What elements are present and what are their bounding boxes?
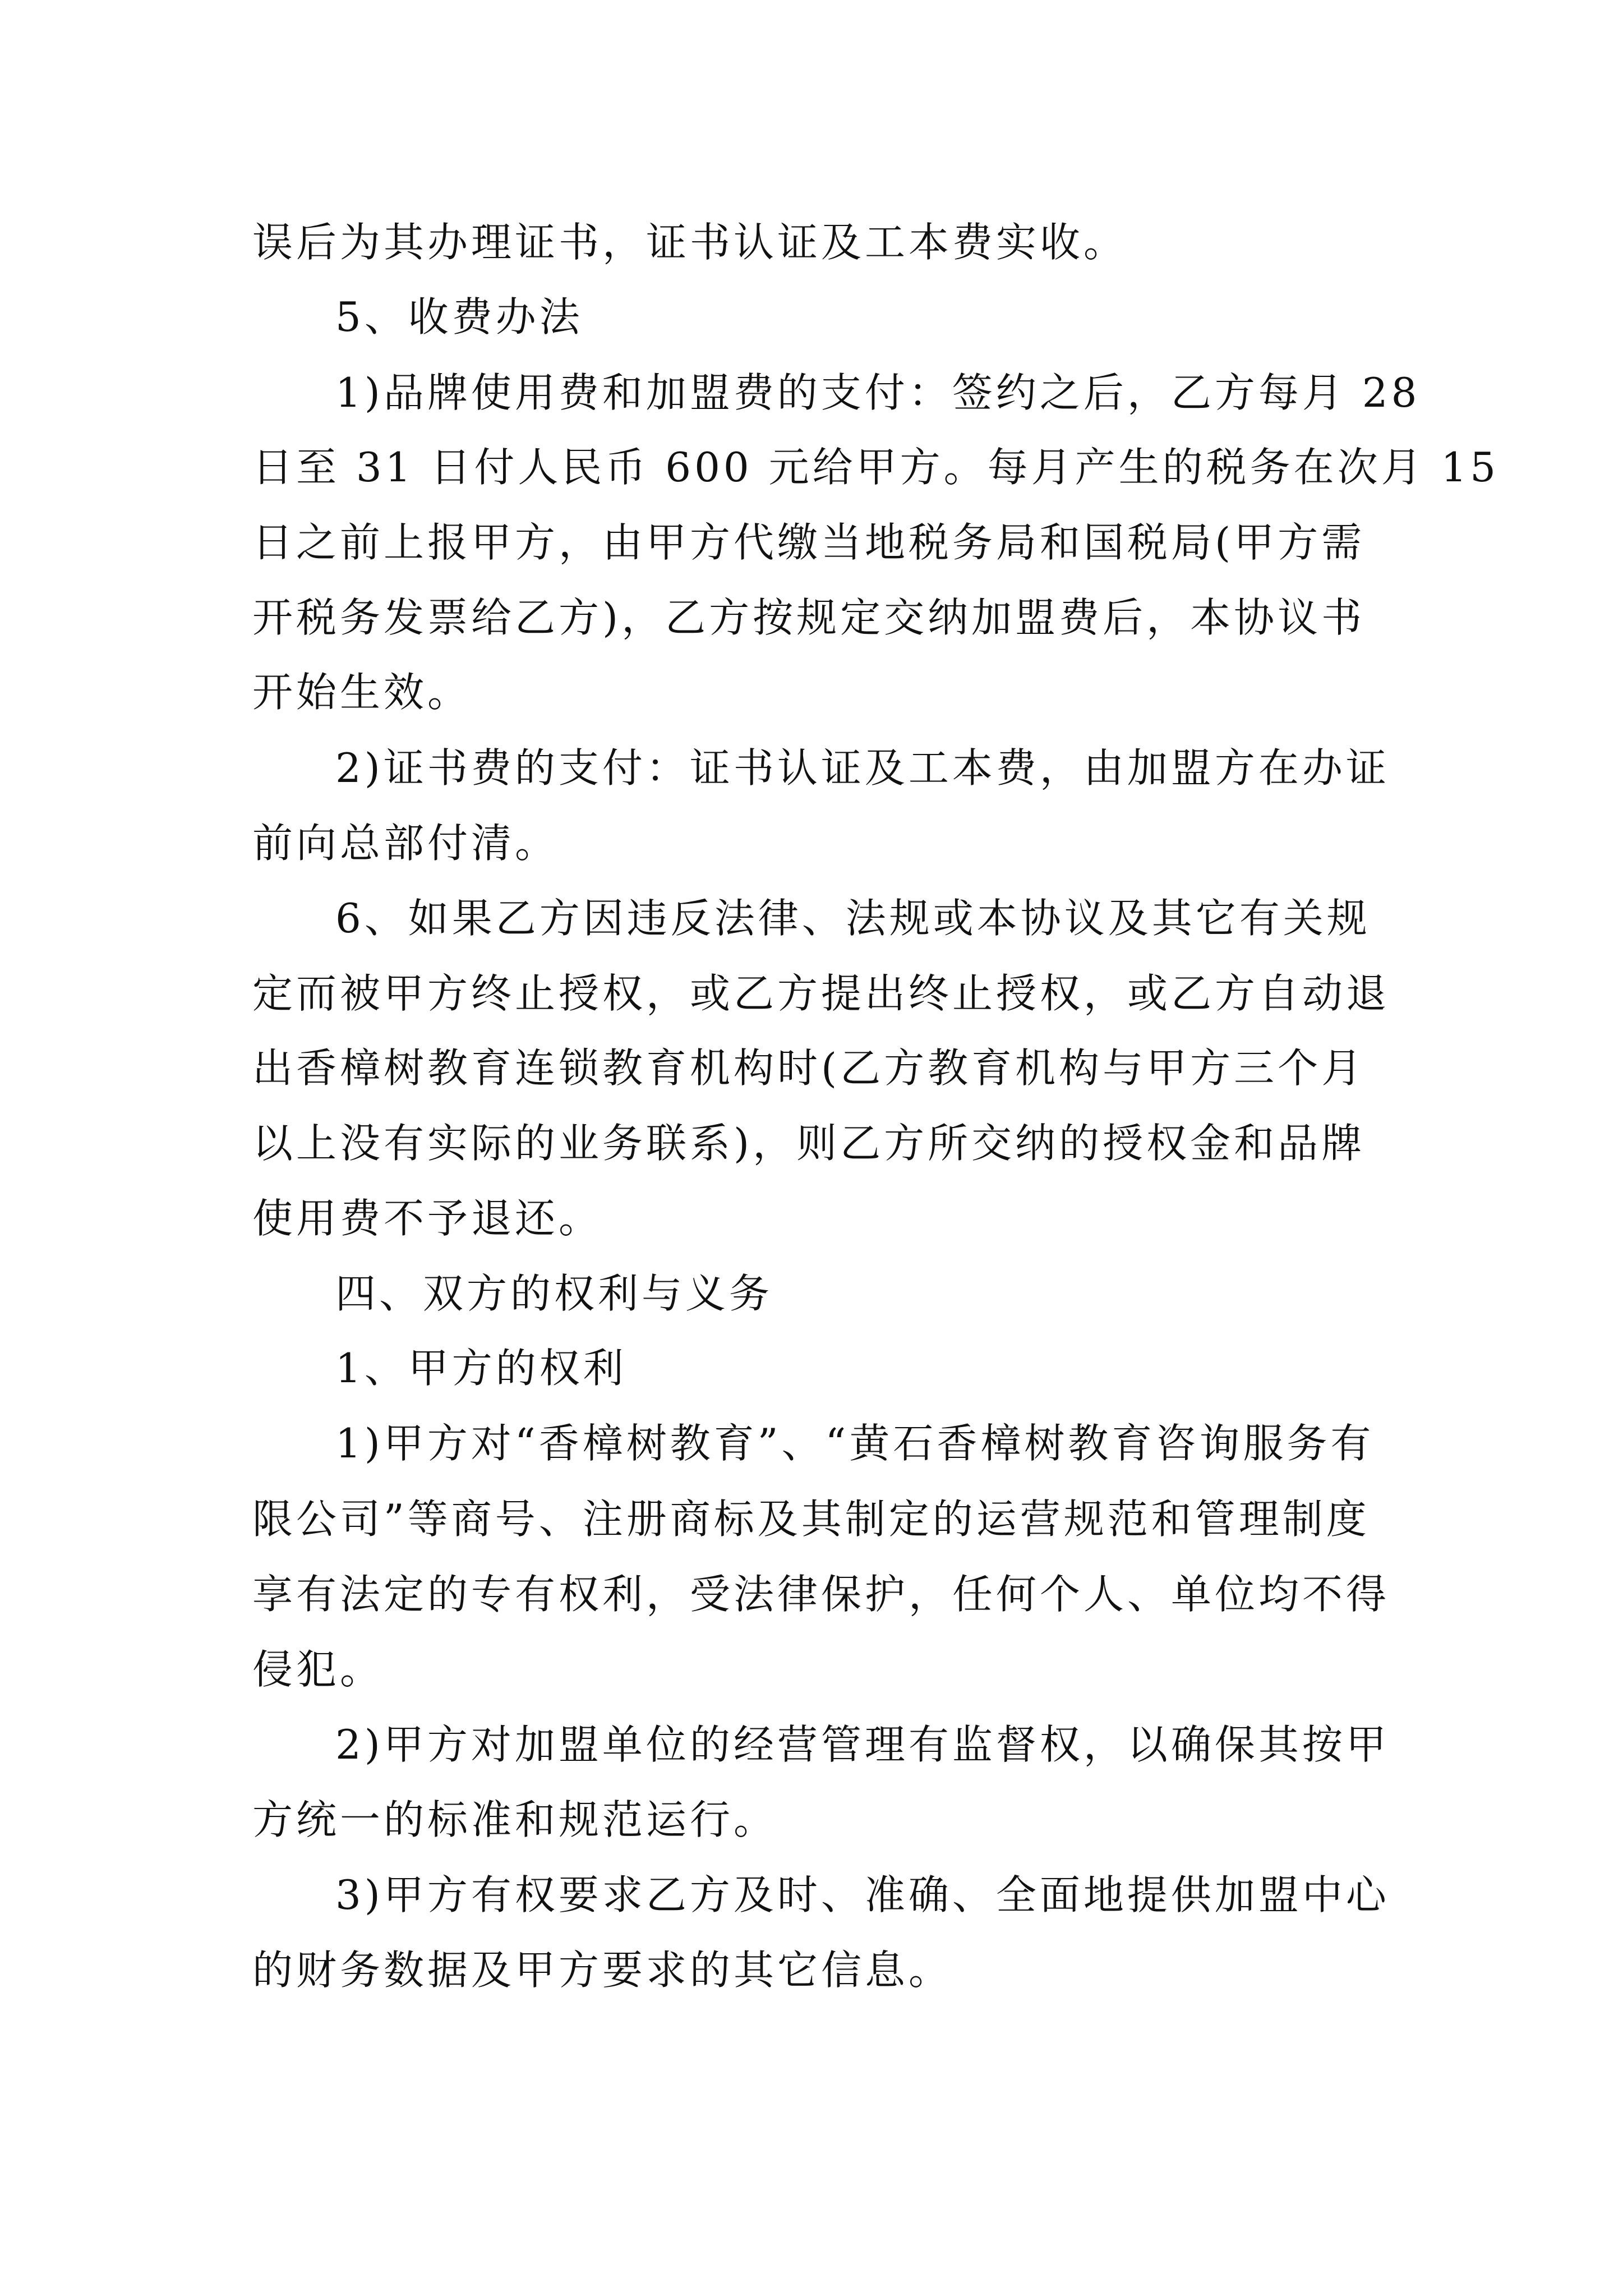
text-line: 2)证书费的支付：证书认证及工本费，由加盟方在办证 xyxy=(335,744,1390,792)
text-line: 使用费不予退还。 xyxy=(252,1195,603,1242)
text-line: 开始生效。 xyxy=(252,669,472,716)
text-line: 限公司”等商号、注册商标及其制定的运营规范和管理制度 xyxy=(252,1496,1370,1543)
section-heading: 5、收费办法 xyxy=(335,293,583,341)
text-line: 开税务发票给乙方)，乙方按规定交纳加盟费后，本协议书 xyxy=(252,594,1366,641)
text-line: 误后为其办理证书，证书认证及工本费实收。 xyxy=(252,219,1128,266)
text-line: 享有法定的专有权利，受法律保护，任何个人、单位均不得 xyxy=(252,1571,1390,1618)
text-line: 1)甲方对“香樟树教育”、“黄石香樟树教育咨询服务有 xyxy=(335,1420,1375,1467)
text-line: 2)甲方对加盟单位的经营管理有监督权，以确保其按甲 xyxy=(335,1721,1390,1768)
text-line: 1)品牌使用费和加盟费的支付：签约之后，乙方每月 28 xyxy=(335,369,1421,416)
section-heading: 四、双方的权利与义务 xyxy=(335,1270,773,1317)
section-heading: 1、甲方的权利 xyxy=(335,1345,627,1392)
text-line: 3)甲方有权要求乙方及时、准确、全面地提供加盟中心 xyxy=(335,1871,1390,1918)
text-line: 出香樟树教育连锁教育机构时(乙方教育机构与甲方三个月 xyxy=(252,1045,1366,1092)
text-line: 前向总部付清。 xyxy=(252,820,559,867)
text-line: 6、如果乙方因违反法律、法规或本协议及其它有关规 xyxy=(335,895,1371,942)
text-line: 方统一的标准和规范运行。 xyxy=(252,1796,778,1843)
text-line: 定而被甲方终止授权，或乙方提出终止授权，或乙方自动退 xyxy=(252,970,1390,1017)
text-line: 的财务数据及甲方要求的其它信息。 xyxy=(252,1947,953,1994)
text-line: 日之前上报甲方，由甲方代缴当地税务局和国税局(甲方需 xyxy=(252,519,1366,566)
text-line: 侵犯。 xyxy=(252,1646,384,1693)
text-line: 以上没有实际的业务联系)，则乙方所交纳的授权金和品牌 xyxy=(252,1120,1366,1167)
text-line: 日至 31 日付人民币 600 元给甲方。每月产生的税务在次月 15 xyxy=(252,444,1500,491)
